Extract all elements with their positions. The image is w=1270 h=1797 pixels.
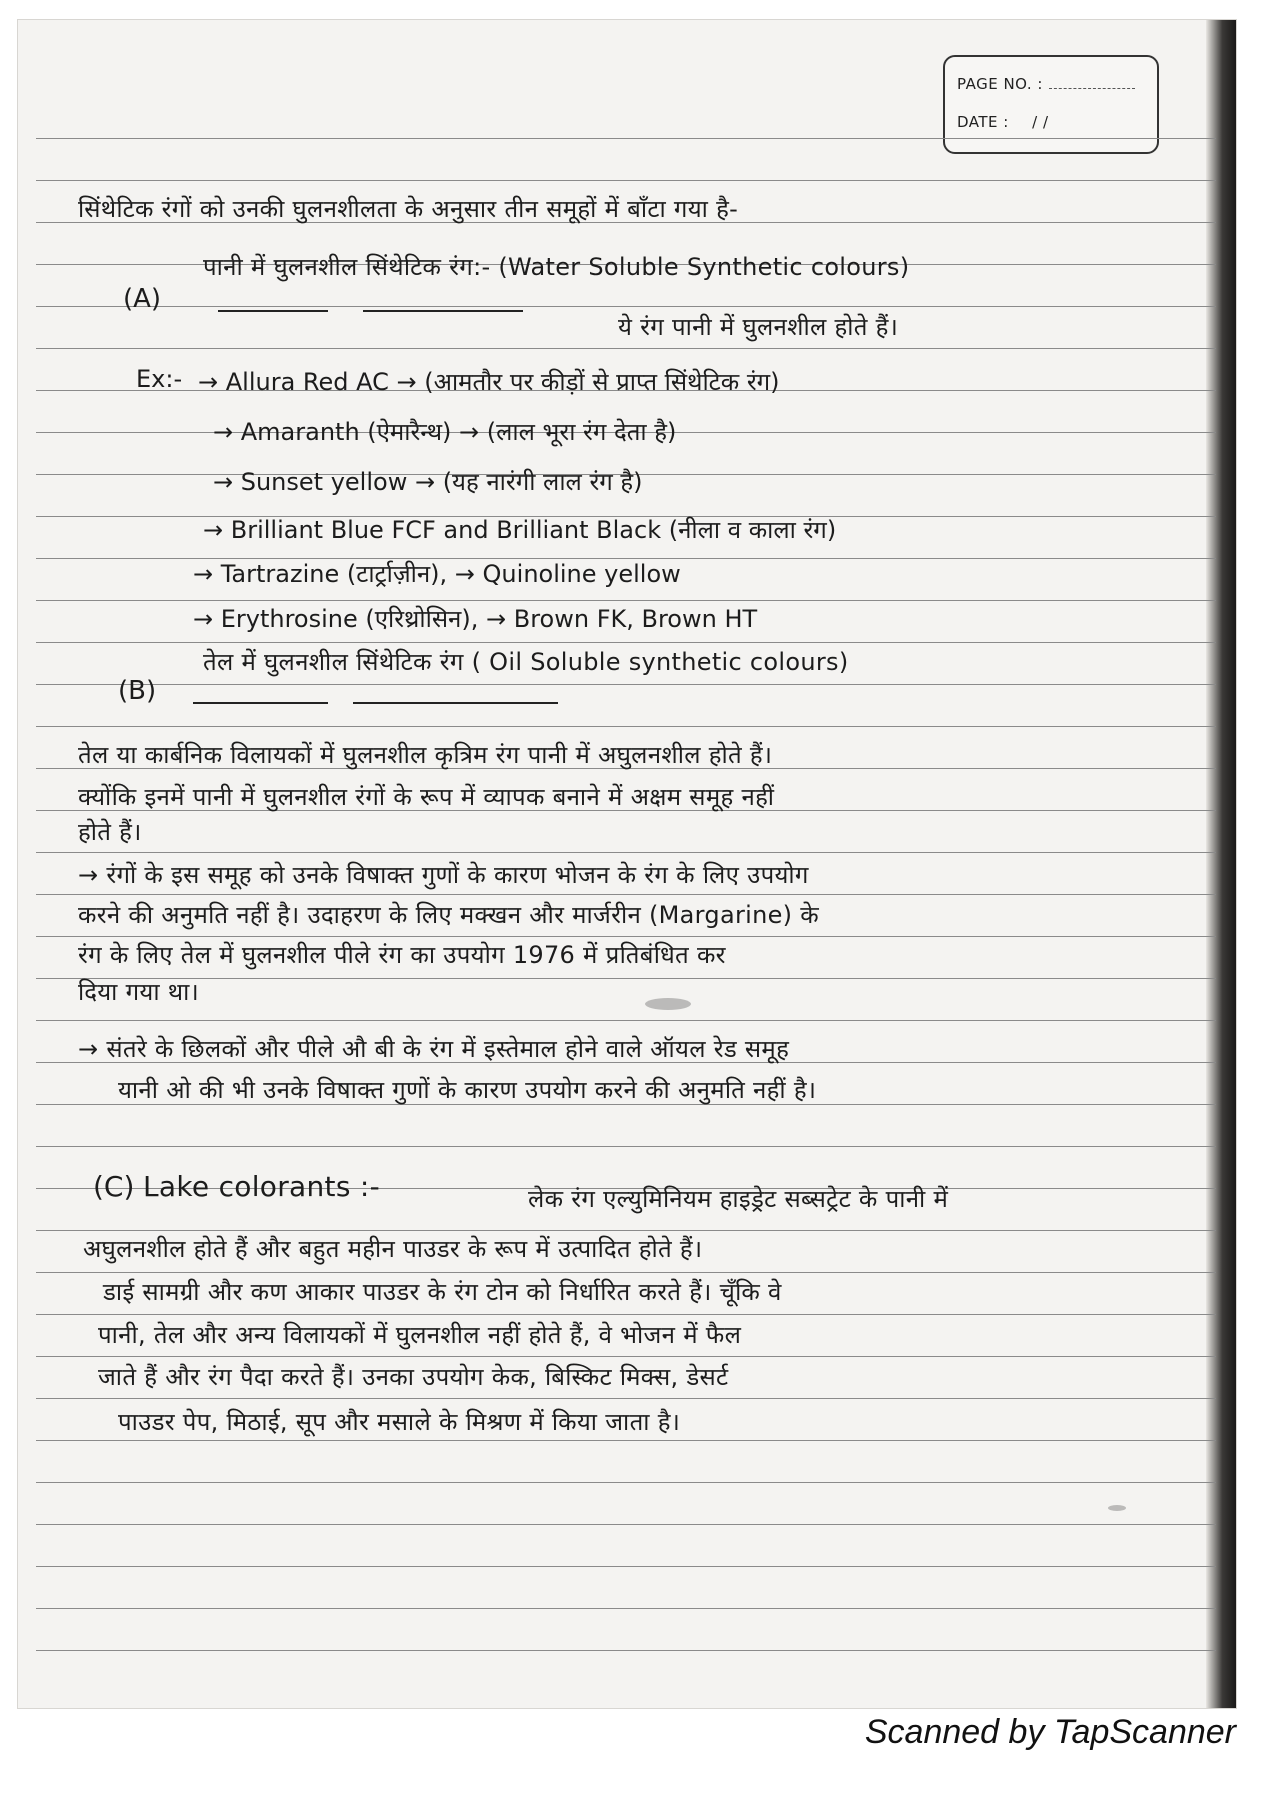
ruled-line	[36, 138, 1216, 139]
ruled-line	[36, 1524, 1216, 1525]
section-b-heading: तेल में घुलनशील सिंथेटिक रंग ( Oil Soluble synthetic colours)	[203, 648, 849, 676]
section-b-line: यानी ओ की भी उनके विषाक्त गुणों के कारण उपयोग करने की अनुमति नहीं है।	[118, 1076, 817, 1104]
section-c-line: डाई सामग्री और कण आकार पाउडर के रंग टोन को निर्धारित करते हैं। चूँकि वे	[103, 1278, 782, 1306]
section-b-line: → संतरे के छिलकों और पीले औ बी के रंग में इस्तेमाल होने वाले ऑयल रेड समूह	[78, 1035, 790, 1063]
ruled-line	[36, 1020, 1216, 1021]
ruled-line	[36, 726, 1216, 727]
ruled-line	[36, 1272, 1216, 1273]
ruled-line	[36, 1146, 1216, 1147]
ruled-line	[36, 936, 1216, 937]
section-b-line: होते हैं।	[78, 818, 142, 846]
example-item: → Allura Red AC → (आमतौर पर कीड़ों से प्राप्त सिंथेटिक रंग)	[198, 368, 780, 396]
section-a-underline-2	[363, 310, 523, 312]
date-field	[957, 113, 1049, 131]
ruled-line	[36, 852, 1216, 853]
section-c-line: जाते हैं और रंग पैदा करते हैं। उनका उपयोग केक, बिस्किट मिक्स, डेसर्ट	[98, 1363, 729, 1391]
ruled-line	[36, 642, 1216, 643]
page-date-box	[943, 55, 1159, 154]
section-c-marker: (C)	[93, 1170, 135, 1203]
section-b-line: तेल या कार्बनिक विलायकों में घुलनशील कृत्रिम रंग पानी में अघुलनशील होते हैं।	[78, 741, 773, 769]
ruled-line	[36, 894, 1216, 895]
date-value: / /	[1032, 113, 1049, 131]
section-c-line: लेक रंग एल्युमिनियम हाइड्रेट सब्सट्रेट के पानी में	[528, 1185, 949, 1213]
examples-label: Ex:-	[136, 365, 183, 393]
ruled-line	[36, 306, 1216, 307]
ruled-line	[36, 684, 1216, 685]
intro-line: सिंथेटिक रंगों को उनकी घुलनशीलता के अनुसार तीन समूहों में बाँटा गया है-	[78, 195, 739, 223]
section-c-line: पानी, तेल और अन्य विलायकों में घुलनशील नहीं होते हैं, वे भोजन में फैल	[98, 1321, 742, 1349]
section-b-marker: (B)	[118, 676, 157, 706]
page-no-label: PAGE NO. :	[957, 75, 1043, 93]
section-a-heading: पानी में घुलनशील सिंथेटिक रंग:- (Water Soluble Synthetic colours)	[203, 253, 910, 281]
ruled-line	[36, 180, 1216, 181]
section-a-note: ये रंग पानी में घुलनशील होते हैं।	[618, 313, 899, 341]
notebook-page	[18, 20, 1236, 1708]
section-b-line: रंग के लिए तेल में घुलनशील पीले रंग का उपयोग 1976 में प्रतिबंधित कर	[78, 941, 726, 969]
ruled-line	[36, 1608, 1216, 1609]
example-item: → Tartrazine (टार्ट्राज़ीन), → Quinoline yellow	[193, 560, 681, 588]
example-item: → Sunset yellow → (यह नारंगी लाल रंग है)	[213, 468, 643, 496]
section-b-line: करने की अनुमति नहीं है। उदाहरण के लिए मक्खन और मार्जरीन (Margarine) के	[78, 901, 820, 929]
ink-blot	[645, 998, 691, 1010]
ruled-line	[36, 1482, 1216, 1483]
example-item: → Amaranth (ऐमारैन्थ) → (लाल भूरा रंग देता है)	[213, 418, 677, 446]
ruled-line	[36, 1314, 1216, 1315]
ruled-line	[36, 600, 1216, 601]
section-a-underline-1	[218, 310, 328, 312]
ruled-line	[36, 1566, 1216, 1567]
section-b-underline-1	[193, 702, 328, 704]
section-a-marker: (A)	[123, 284, 162, 314]
ruled-line	[36, 348, 1216, 349]
section-c-line: अघुलनशील होते हैं और बहुत महीन पाउडर के रूप में उत्पादित होते हैं।	[83, 1235, 703, 1263]
ink-mark	[1108, 1505, 1126, 1511]
ruled-line	[36, 1650, 1216, 1651]
scanner-watermark: Scanned by TapScanner	[864, 1713, 1236, 1751]
section-b-underline-2	[353, 702, 558, 704]
section-b-line: दिया गया था।	[78, 978, 200, 1006]
ruled-line	[36, 1356, 1216, 1357]
ruled-line	[36, 1398, 1216, 1399]
ruled-line	[36, 1440, 1216, 1441]
binding-edge	[1206, 20, 1236, 1708]
example-item: → Erythrosine (एरिथ्रोसिन), → Brown FK, Brown HT	[193, 605, 758, 633]
date-label: DATE :	[957, 113, 1009, 131]
section-c-heading: Lake colorants :-	[143, 1170, 381, 1203]
ruled-line	[36, 1230, 1216, 1231]
section-b-line: → रंगों के इस समूह को उनके विषाक्त गुणों के कारण भोजन के रंग के लिए उपयोग	[78, 861, 809, 889]
page-no-field	[957, 75, 1135, 93]
example-item: → Brilliant Blue FCF and Brilliant Black (नीला व काला रंग)	[203, 516, 837, 544]
section-b-line: क्योंकि इनमें पानी में घुलनशील रंगों के रूप में व्यापक बनाने में अक्षम समूह नहीं	[78, 783, 775, 811]
section-c-line: पाउडर पेप, मिठाई, सूप और मसाले के मिश्रण में किया जाता है।	[118, 1408, 681, 1436]
